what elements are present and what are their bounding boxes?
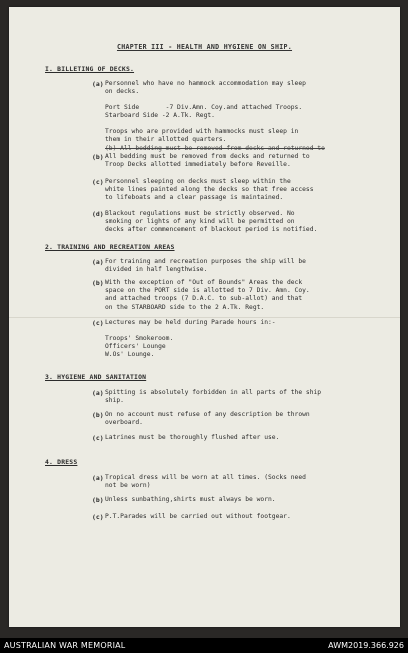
item-letter: (d)	[92, 210, 104, 218]
item-letter: (b)	[92, 496, 104, 504]
section-2-heading: 2. TRAINING AND RECREATION AREAS	[45, 243, 175, 251]
section-1-item-c	[92, 178, 395, 203]
item-text: For training and recreation purposes the ship will be	[105, 258, 306, 265]
item-text: on the STARBOARD side to the 2 A.Tk. Regt.	[105, 303, 265, 311]
section-3-item-c	[92, 434, 395, 442]
section-4-item-b	[92, 496, 395, 504]
item-text: smoking or lights of any kind will be permitted on	[105, 218, 295, 226]
item-text: Blackout regulations must be strictly observed. No	[105, 210, 295, 217]
item-text: divided in half lengthwise.	[105, 266, 208, 274]
item-text: white lines painted along the decks so that free access	[105, 186, 314, 194]
section-4-item-c	[92, 513, 395, 521]
section-1-allocation	[105, 104, 395, 120]
section-3-item-a	[92, 389, 395, 405]
section-2-item-a	[92, 258, 395, 274]
section-4-heading: 4. DRESS	[45, 458, 78, 466]
item-text: Tropical dress will be worn at all times. (Socks need	[105, 474, 306, 481]
footer-accession-number: AWM2019.366.926	[328, 641, 404, 650]
lecture-place: W.Os' Lounge.	[105, 351, 155, 359]
footer-institution: AUSTRALIAN WAR MEMORIAL	[4, 641, 126, 650]
item-text: All bedding must be removed from decks and returned to	[105, 153, 310, 160]
lecture-place: Troops' Smokeroom.	[105, 335, 174, 342]
section-2-item-c	[92, 319, 395, 327]
item-text: Spitting is absolutely forbidden in all parts of the ship	[105, 389, 322, 396]
footer-bar	[0, 638, 408, 653]
page-fold-line	[9, 317, 400, 318]
document-page	[9, 7, 400, 627]
item-text: Troops who are provided with hammocks must sleep in	[105, 128, 299, 135]
struck-through-line: (b) All bedding must be removed from decks and returned to	[105, 145, 325, 152]
item-text: space on the PORT side is allotted to 7 Div. Amn. Coy.	[105, 287, 310, 295]
item-text: Unless sunbathing,shirts must always be worn.	[105, 496, 276, 503]
item-text: decks after commencement of blackout period is notified.	[105, 226, 318, 234]
section-1-item-a	[92, 80, 395, 96]
item-text: overboard.	[105, 419, 143, 427]
item-text: Lectures may be held during Parade hours in:-	[105, 319, 276, 326]
item-letter: (b)	[92, 279, 104, 287]
item-text: them in their allotted quarters.	[105, 136, 227, 144]
item-letter: (c)	[92, 319, 104, 327]
page-title: CHAPTER III - HEALTH AND HYGIENE ON SHIP.	[116, 43, 293, 51]
port-side-line: Port Side -7 Div.Amn. Coy.and attached Troops.	[105, 104, 303, 111]
item-text: not be worn)	[105, 482, 151, 490]
item-letter: (c)	[92, 434, 104, 442]
section-1-hammocks	[105, 128, 395, 144]
item-letter: (a)	[92, 474, 104, 482]
item-letter: (a)	[92, 80, 104, 88]
item-text: Latrines must be thoroughly flushed after use.	[105, 434, 280, 441]
item-text: to lifeboats and a clear passage is maintained.	[105, 194, 284, 202]
lecture-places-list	[105, 335, 395, 360]
item-letter: (c)	[92, 513, 104, 521]
item-text: On no account must refuse of any description be thrown	[105, 411, 310, 418]
item-letter: (c)	[92, 178, 104, 186]
item-text: Troop Decks allotted immediately before Reveille.	[105, 161, 291, 169]
section-3-item-b	[92, 411, 395, 427]
item-text: ship.	[105, 397, 124, 405]
starboard-side-line: Starboard Side -2 A.Tk. Regt.	[105, 112, 215, 120]
section-1-heading: I. BILLETING OF DECKS.	[45, 65, 135, 73]
item-text: P.T.Parades will be carried out without footgear.	[105, 513, 291, 520]
item-text: Personnel sleeping on decks must sleep within the	[105, 178, 291, 185]
section-4-item-a	[92, 474, 395, 490]
section-2-item-b	[92, 279, 395, 312]
section-1-item-b	[92, 153, 395, 169]
item-letter: (a)	[92, 389, 104, 397]
lecture-place: Officers' Lounge	[105, 343, 166, 351]
item-text: Personnel who have no hammock accommodation may sleep	[105, 80, 306, 87]
item-letter: (a)	[92, 258, 104, 266]
item-letter: (b)	[92, 411, 104, 419]
section-3-heading: 3. HYGIENE AND SANITATION	[45, 373, 147, 381]
item-letter: (b)	[92, 153, 104, 161]
item-text: on decks.	[105, 88, 140, 96]
section-1-item-d	[92, 210, 395, 235]
item-text: With the exception of "Out of Bounds" Areas the deck	[105, 279, 303, 286]
item-text: and attached troops (7 D.A.C. to sub-allot) and that	[105, 295, 303, 303]
